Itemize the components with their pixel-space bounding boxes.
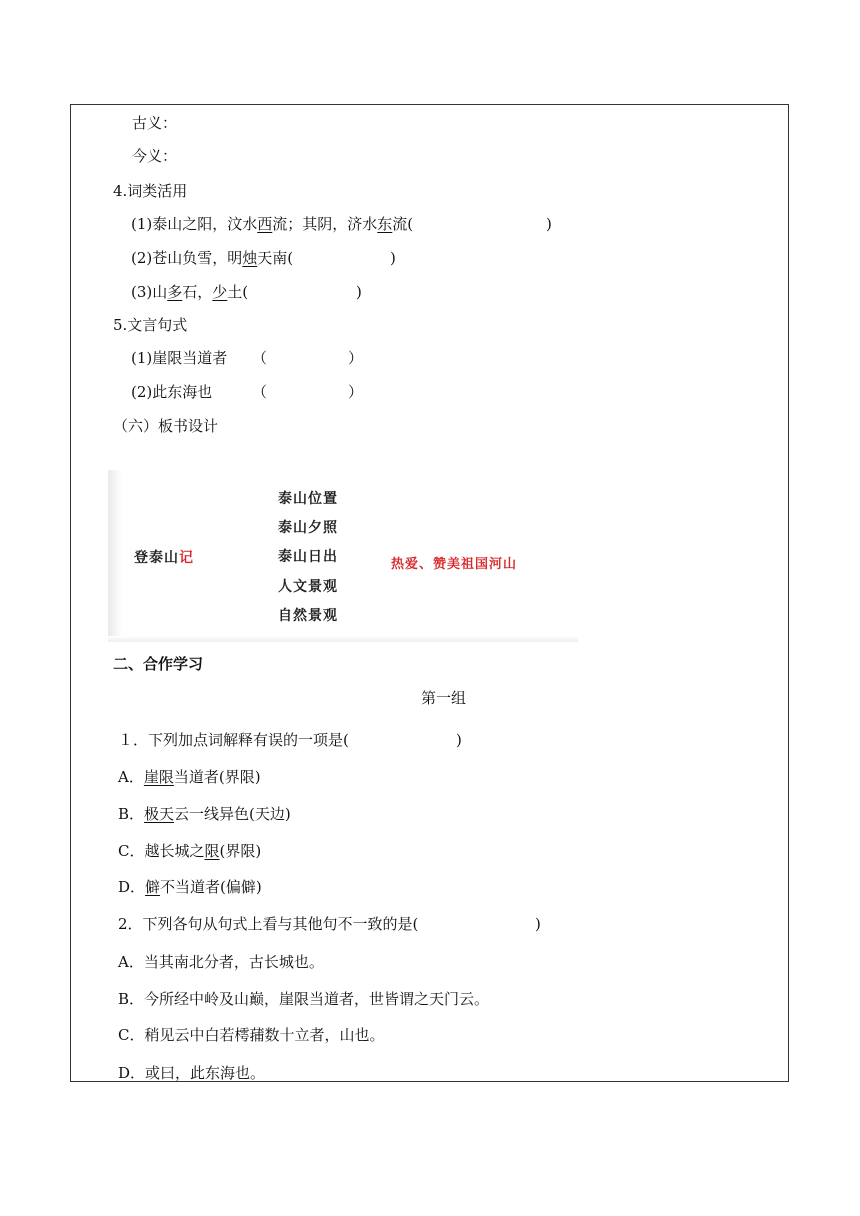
board-point: 自然景观	[278, 608, 338, 624]
question-1-option-c: C．越长城之限(界限)	[118, 842, 262, 860]
item-4-3-close: )	[356, 283, 362, 301]
question-1-stem: １．下列加点词解释有误的一项是(	[118, 731, 349, 749]
board-theme: 热爱、赞美祖国河山	[391, 557, 518, 572]
question-2-option-c: C．稍见云中白若樗蒱数十立者，山也。	[118, 1026, 385, 1044]
item-4-2: (2)苍山负雪，明烛天南(	[131, 249, 294, 267]
dotted-word: 西	[257, 215, 273, 233]
dotted-word: 多	[167, 283, 183, 301]
question-2-close: )	[535, 915, 541, 933]
item-5-2-close: ）	[348, 383, 364, 401]
dotted-word: 烛	[242, 249, 258, 267]
dotted-word: 少	[212, 283, 228, 301]
question-2-option-a: A．当其南北分者，古长城也。	[118, 953, 324, 971]
item-4-1: (1)泰山之阳，汶水西流；其阴，济水东流(	[131, 215, 414, 233]
item-5-1: (1)崖限当道者	[131, 349, 228, 367]
group-title: 第一组	[421, 689, 467, 707]
board-point: 人文景观	[278, 579, 338, 595]
item-5-1-open: （	[252, 349, 268, 367]
item-4-1-close: )	[546, 215, 552, 233]
board-point: 泰山夕照	[278, 520, 338, 536]
question-1-option-b: B．极天云一线异色(天边)	[118, 805, 291, 823]
section-6-title: （六）板书设计	[113, 417, 219, 435]
gu-yi-label: 古义：	[132, 114, 178, 132]
part-2-title: 二、合作学习	[113, 655, 204, 673]
item-4-2-close: )	[390, 249, 396, 267]
jin-yi-label: 今义：	[132, 147, 178, 165]
question-1-option-a: A．崖限当道者(界限)	[118, 768, 261, 786]
question-2-stem: 2．下列各句从句式上看与其他句不一致的是(	[118, 915, 419, 933]
section-4-title: 4.词类活用	[113, 182, 188, 200]
question-2-option-d: D．或曰，此东海也。	[118, 1064, 266, 1082]
question-1-option-d: D．僻不当道者(偏僻)	[118, 878, 262, 896]
board-title: 登泰山记	[134, 550, 194, 566]
item-4-3: (3)山多石，少土(	[131, 283, 249, 301]
board-point: 泰山日出	[278, 549, 338, 565]
question-2-option-b: B．今所经中岭及山巅，崖限当道者，世皆谓之天门云。	[118, 990, 490, 1008]
section-5-title: 5.文言句式	[113, 316, 188, 334]
item-5-2-open: （	[252, 383, 268, 401]
dotted-word: 东	[377, 215, 393, 233]
blackboard-design-image	[108, 470, 578, 642]
question-1-close: )	[456, 731, 462, 749]
board-point: 泰山位置	[278, 491, 338, 507]
item-5-2: (2)此东海也	[131, 383, 213, 401]
item-5-1-close: ）	[348, 349, 364, 367]
